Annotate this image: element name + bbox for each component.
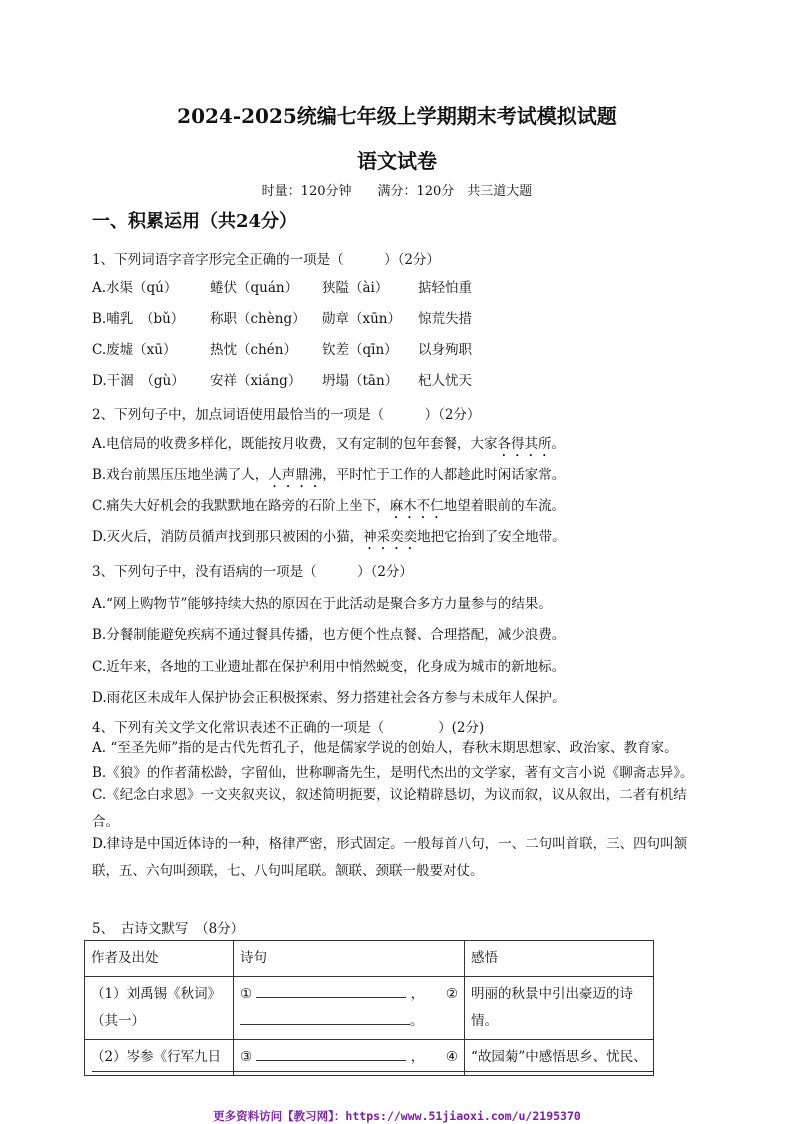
- exam-subtitle: 语文试卷: [357, 149, 437, 173]
- q2-a-dotted-word: 各得其所: [497, 436, 552, 452]
- section-heading: 一、积累运用（共24分）: [92, 211, 298, 232]
- q2-c-dotted-word: 麻木不仁: [389, 498, 444, 514]
- q5-stem: 5、 古诗文默写 （8分）: [92, 921, 245, 937]
- row1-author: （1）刘禹锡《秋词》（其一）: [85, 977, 234, 1040]
- row1-blank-1-number: ①: [240, 986, 253, 1002]
- q2-a-end: 。: [551, 436, 566, 452]
- q1-option-c-3: 钦差（qīn）: [322, 342, 398, 358]
- q2-d-end: 地把它抬到了安全地带。: [417, 529, 566, 545]
- q2-c-text: C.痛失大好机会的我默默地在路旁的石阶上坐下，: [92, 498, 390, 514]
- q1-option-b-1: B.哺乳 （bǔ）: [92, 311, 185, 327]
- q1-option-d-2: 安祥（xiáng）: [210, 373, 302, 389]
- row1-verse: [234, 977, 465, 1040]
- table-header-row: [85, 941, 654, 977]
- q2-option-b: [92, 463, 565, 491]
- row2-author: （2）岑参《行军九日: [85, 1040, 234, 1076]
- q2-option-c: [92, 494, 565, 522]
- q1-option-c-4: 以身殉职: [418, 342, 472, 358]
- q1-option-c-2: 热忱（chén）: [210, 342, 297, 358]
- row2-insight: “故园菊”中感悟思乡、忧民、: [465, 1040, 654, 1076]
- q1-option-a-4: 掂轻怕重: [418, 280, 472, 296]
- row2-blank-4-number: ④: [445, 1049, 458, 1065]
- poem-table: [84, 940, 654, 1076]
- q1-stem: 1、下列词语字音字形完全正确的一项是（ ）（2分）: [92, 252, 440, 268]
- q2-b-end: ，平时忙于工作的人都趁此时闲话家常。: [322, 467, 566, 483]
- q1-option-d-4: 杞人忧天: [418, 373, 472, 389]
- q1-option-b-3: 勋章（xūn）: [322, 311, 402, 327]
- exam-title: 2024-2025统编七年级上学期期末考试模拟试题: [177, 104, 617, 128]
- q2-b-dotted-word: 人声鼎沸: [268, 467, 323, 483]
- q4-option-d: D.律诗是中国近体诗的一种，格律严密，形式固定。一般每首八句，一、二句叫首联，三、四句叫颔联，五、六句叫颈联，七、八句叫尾联。颔联、颈联一般要对仗。: [92, 836, 688, 879]
- q2-stem: 2、下列句子中，加点词语使用最恰当的一项是（ ）（2分）: [92, 407, 481, 423]
- row1-insight: 明丽的秋景中引出豪迈的诗情。: [465, 977, 654, 1040]
- q3-stem: 3、下列句子中，没有语病的一项是（ ）（2分）: [92, 564, 413, 580]
- q1-option-a-2: 蜷伏（quán）: [210, 280, 299, 296]
- row1-blank-2[interactable]: [240, 1010, 410, 1025]
- q1-option-a-1: A.水渠（qú）: [92, 280, 178, 296]
- table-header-verse: 诗句: [234, 941, 465, 977]
- q2-option-d: [92, 525, 566, 553]
- q2-a-text: A.电信局的收费多样化，既能按月收费，又有定制的包年套餐，大家: [92, 436, 498, 452]
- q3-option-b: B.分餐制能避免疾病不通过餐具传播，也方便个性点餐、合理搭配，减少浪费。: [92, 627, 566, 643]
- q1-option-b-4: 惊荒失措: [418, 311, 472, 327]
- row1-blank-1[interactable]: [256, 983, 406, 998]
- table-row: [85, 977, 654, 1040]
- q2-option-a: [92, 432, 565, 460]
- row2-comma: ，: [410, 1049, 425, 1065]
- q4-option-a: A. “至圣先师”指的是古代先哲孔子，他是儒家学说的创始人，春秋末期思想家、政治家、教育家。: [92, 740, 678, 756]
- table-header-insight: 感悟: [465, 941, 654, 977]
- q4-option-c: C.《纪念白求恩》一文夹叙夹议，叙述简明扼要，议论精辟恳切，为议而叙，议从叙出，二者有机结合。: [92, 787, 687, 830]
- bottom-rule: [92, 1071, 654, 1072]
- q2-d-dotted-word: 神采奕奕: [363, 529, 418, 545]
- row2-blank-3-number: ③: [240, 1049, 253, 1065]
- row2-blank-3[interactable]: [256, 1046, 406, 1061]
- exam-meta: 时量：120分钟 满分：120分 共三道大题: [261, 184, 533, 199]
- q2-b-text: B.戏台前黑压压地坐满了人，: [92, 467, 269, 483]
- table-header-author: 作者及出处: [85, 941, 234, 977]
- q1-option-c-1: C.废墟（xū）: [92, 342, 177, 358]
- row1-blank-2-number: ②: [445, 986, 458, 1002]
- q3-option-a: A.“网上购物节”能够持续大热的原因在于此活动是聚合多方力量参与的结果。: [92, 596, 552, 612]
- q1-option-b-2: 称职（chèng）: [210, 311, 306, 327]
- q3-option-c: C.近年来，各地的工业遗址都在保护利用中悄然蜕变，化身成为城市的新地标。: [92, 659, 566, 675]
- q1-option-d-1: D.干涸 （gù）: [92, 373, 185, 389]
- row1-period: 。: [410, 1013, 424, 1029]
- q2-d-text: D.灭火后，消防员循声找到那只被困的小猫，: [92, 529, 364, 545]
- q4-option-b: B.《狼》的作者蒲松龄，字留仙，世称聊斋先生，是明代杰出的文学家，著有文言小说《聊斋志异》。: [92, 765, 694, 781]
- q2-c-end: 地望着眼前的车流。: [443, 498, 566, 514]
- row1-comma: ，: [410, 986, 425, 1002]
- footer-link[interactable]: 更多资料访问【教习网】：https://www.51jiaoxi.com/u/2195370: [213, 1109, 581, 1123]
- q4-stem: 4、下列有关文学文化常识表述不正确的一项是（ ）(2分): [92, 720, 485, 736]
- q1-option-d-3: 坍塌（tān）: [322, 373, 399, 389]
- q1-option-a-3: 狭隘（ài）: [322, 280, 389, 296]
- q3-option-d: D.雨花区未成年人保护协会正积极探索、努力搭建社会各方参与未成年人保护。: [92, 690, 566, 706]
